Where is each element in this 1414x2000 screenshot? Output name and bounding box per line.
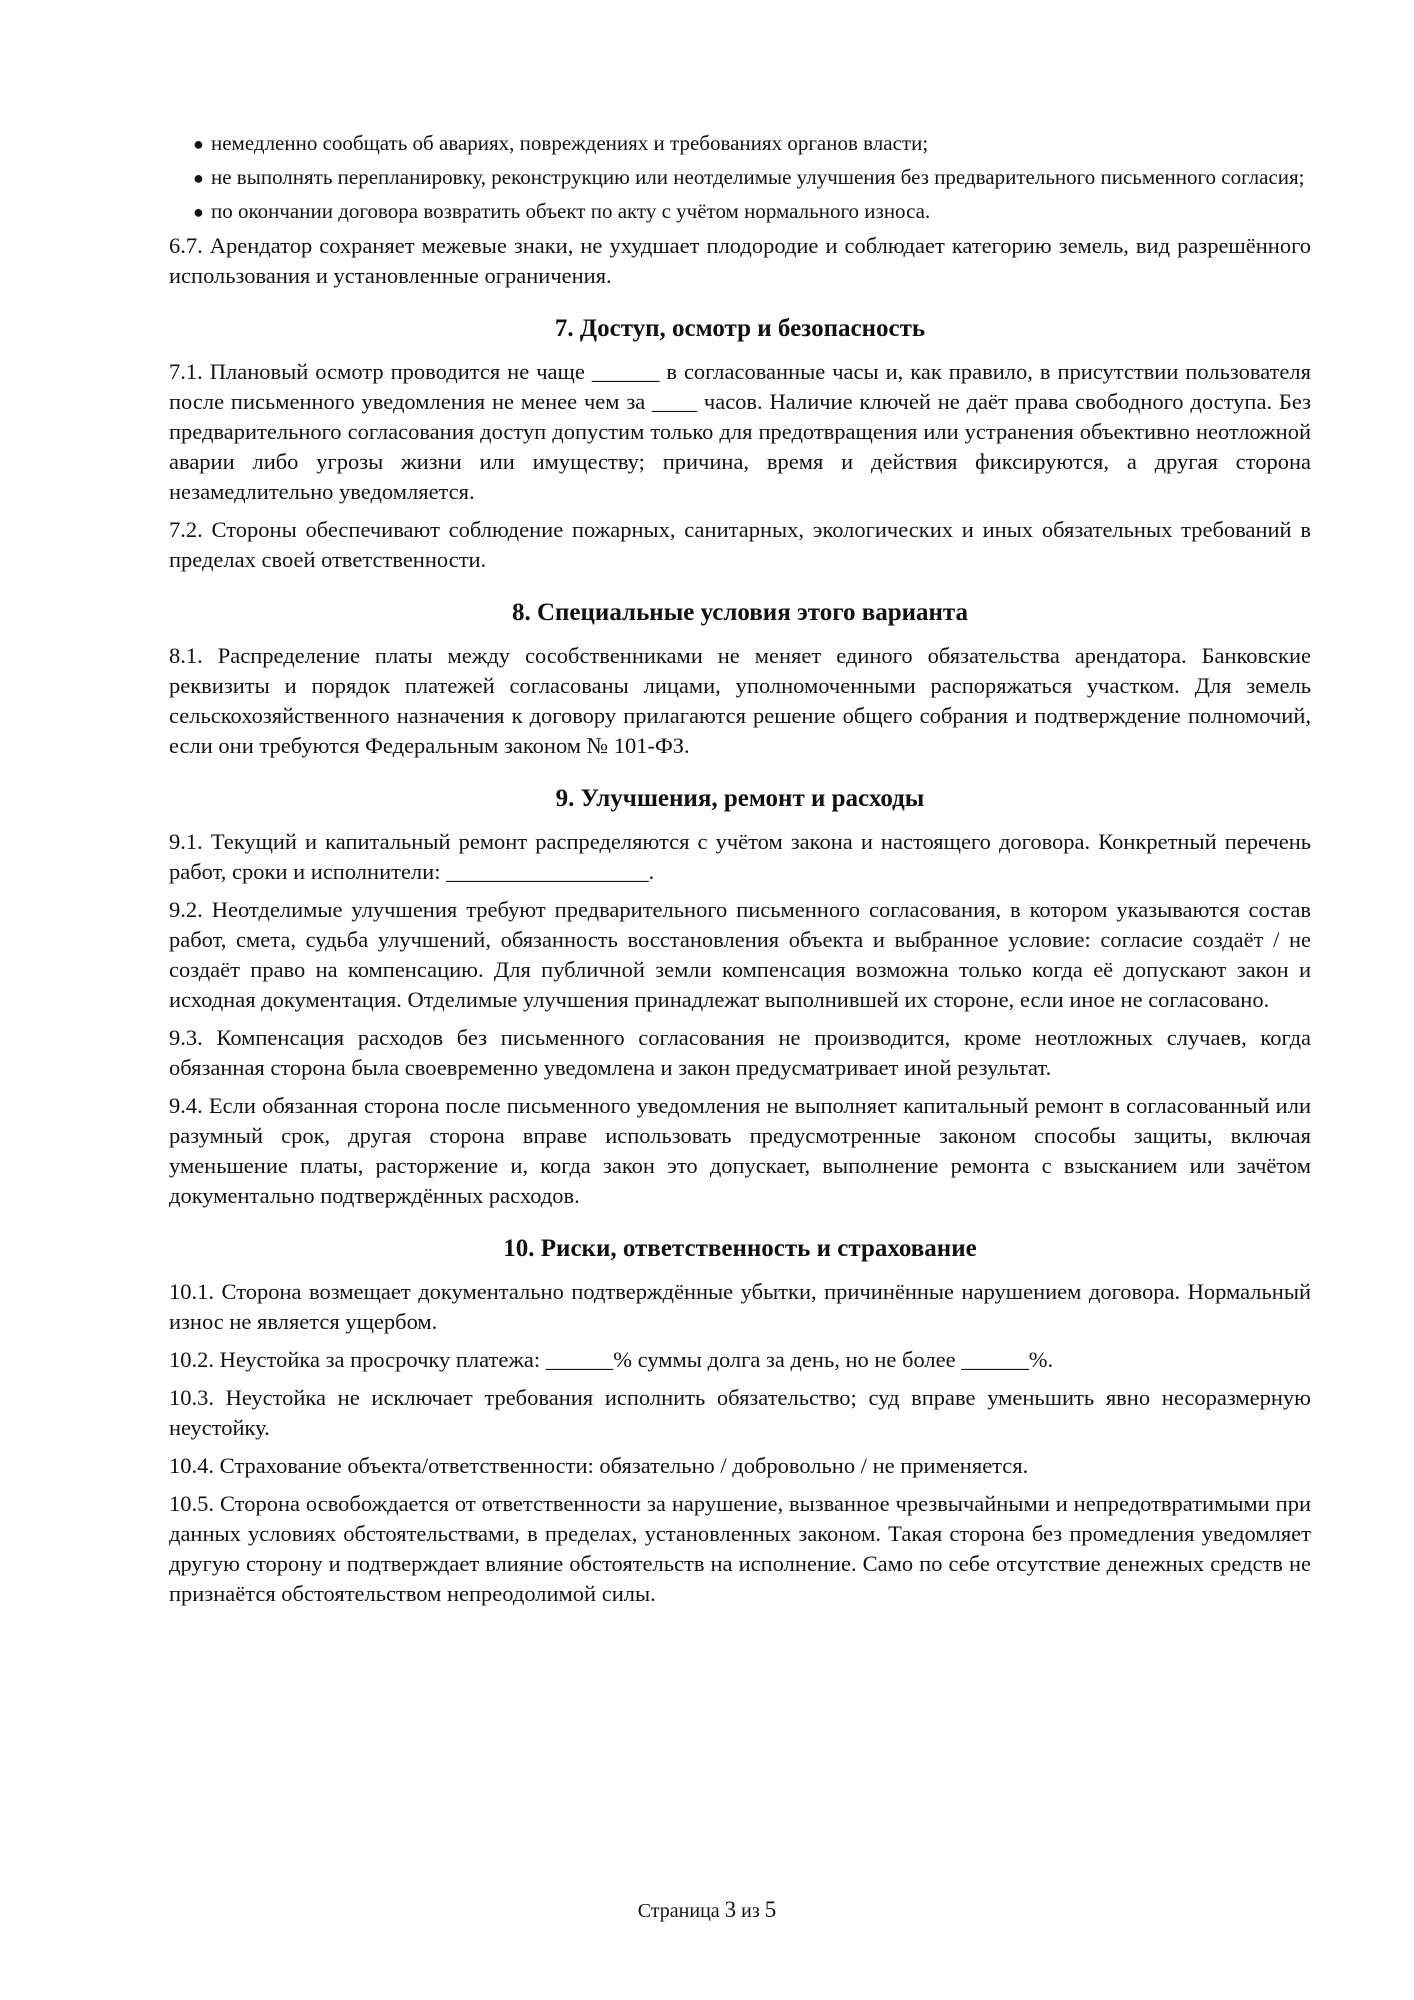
section-8-heading: 8. Специальные условия этого варианта — [511, 599, 969, 626]
clause-10-5: 10.5. Сторона освобождается от ответственности за нарушение, вызванное чрезвычайными и непредотвратимыми при данных условиях обстоятельствами, в пределах, установленных законом. Такая сторона без промедления уведомляет другую сторону и подтверждает влияние обстоятельств на исполнение. Само по себе отсутствие денежных средств не признаётся обстоятельством непреодолимой силы. — [169, 1491, 1311, 1606]
page-content — [169, 128, 1311, 1617]
clause-10-4: 10.4. Страхование объекта/ответственности: обязательно / добровольно / не применяется. — [169, 1453, 1029, 1478]
page-footer — [0, 1896, 1414, 1925]
clause-9-1: 9.1. Текущий и капитальный ремонт распределяются с учётом закона и настоящего договора. Конкретный перечень работ, сроки и исполнители: __________________. — [169, 829, 1311, 884]
clause-9-4: 9.4. Если обязанная сторона после письменного уведомления не выполняет капитальный ремонт в согласованный или разумный срок, другая сторона вправе использовать предусмотренные законом способы защиты, включая уменьшение платы, расторжение и, когда закон это допускает, выполнение ремонта с взысканием или зачётом документально подтверждённых расходов. — [169, 1093, 1311, 1208]
list-item — [169, 162, 1311, 193]
page-label: Страница — [637, 1900, 720, 1922]
section-9-heading: 9. Улучшения, ремонт и расходы — [555, 785, 925, 812]
list-item-text: не выполнять перепланировку, реконструкцию или неотделимые улучшения без предварительного письменного согласия; — [211, 165, 1305, 189]
list-item — [169, 128, 1311, 159]
list-item-text: по окончании договора возвратить объект по акту с учётом нормального износа. — [211, 199, 931, 223]
clause-10-3: 10.3. Неустойка не исключает требования исполнить обязательство; суд вправе уменьшить явно несоразмерную неустойку. — [169, 1385, 1311, 1440]
page-of-label: из — [741, 1900, 760, 1922]
list-item-text: немедленно сообщать об авариях, повреждениях и требованиях органов власти; — [211, 131, 929, 155]
clause-10-2: 10.2. Неустойка за просрочку платежа: ______% суммы долга за день, но не более ______%. — [169, 1347, 1054, 1372]
obligations-list — [169, 128, 1311, 227]
clause-6-7: 6.7. Арендатор сохраняет межевые знаки, не ухудшает плодородие и соблюдает категорию земель, вид разрешённого использования и установленные ограничения. — [169, 233, 1311, 288]
clause-9-3: 9.3. Компенсация расходов без письменного согласования не производится, кроме неотложных случаев, когда обязанная сторона была своевременно уведомлена и закон предусматривает иной результат. — [169, 1025, 1311, 1080]
section-10-heading: 10. Риски, ответственность и страхование — [503, 1235, 977, 1262]
clause-10-1: 10.1. Сторона возмещает документально подтверждённые убытки, причинённые нарушением договора. Нормальный износ не является ущербом. — [169, 1279, 1311, 1334]
bullet-icon: ● — [193, 134, 204, 154]
bullet-icon: ● — [193, 168, 204, 188]
clause-7-2: 7.2. Стороны обеспечивают соблюдение пожарных, санитарных, экологических и иных обязательных требований в пределах своей ответственности. — [169, 517, 1311, 572]
page-number-total: 5 — [764, 1897, 777, 1922]
clause-9-2: 9.2. Неотделимые улучшения требуют предварительного письменного согласования, в котором указываются состав работ, смета, судьба улучшений, обязанность восстановления объекта и выбранное условие: согласие создаёт / не создаёт право на компенсацию. Для публичной земли компенсация возможна только когда её допускают закон и исходная документация. Отделимые улучшения принадлежат выполнившей их стороне, если иное не согласовано. — [169, 897, 1311, 1012]
section-7-heading: 7. Доступ, осмотр и безопасность — [554, 315, 926, 342]
clause-7-1: 7.1. Плановый осмотр проводится не чаще ______ в согласованные часы и, как правило, в присутствии пользователя после письменного уведомления не менее чем за ____ часов. Наличие ключей не даёт права свободного доступа. Без предварительного согласования доступ допустим только для предотвращения или устранения объективно неотложной аварии либо угрозы жизни или имуществу; причина, время и действия фиксируются, а другая сторона незамедлительно уведомляется. — [169, 359, 1311, 504]
bullet-icon: ● — [193, 202, 204, 222]
page-number-current: 3 — [724, 1897, 737, 1922]
clause-8-1: 8.1. Распределение платы между сособственниками не меняет единого обязательства арендатора. Банковские реквизиты и порядок платежей согласованы лицами, уполномоченными распоряжаться участком. Для земель сельскохозяйственного назначения к договору прилагаются решение общего собрания и подтверждение полномочий, если они требуются Федеральным законом № 101-ФЗ. — [169, 643, 1311, 758]
list-item — [169, 196, 1311, 227]
